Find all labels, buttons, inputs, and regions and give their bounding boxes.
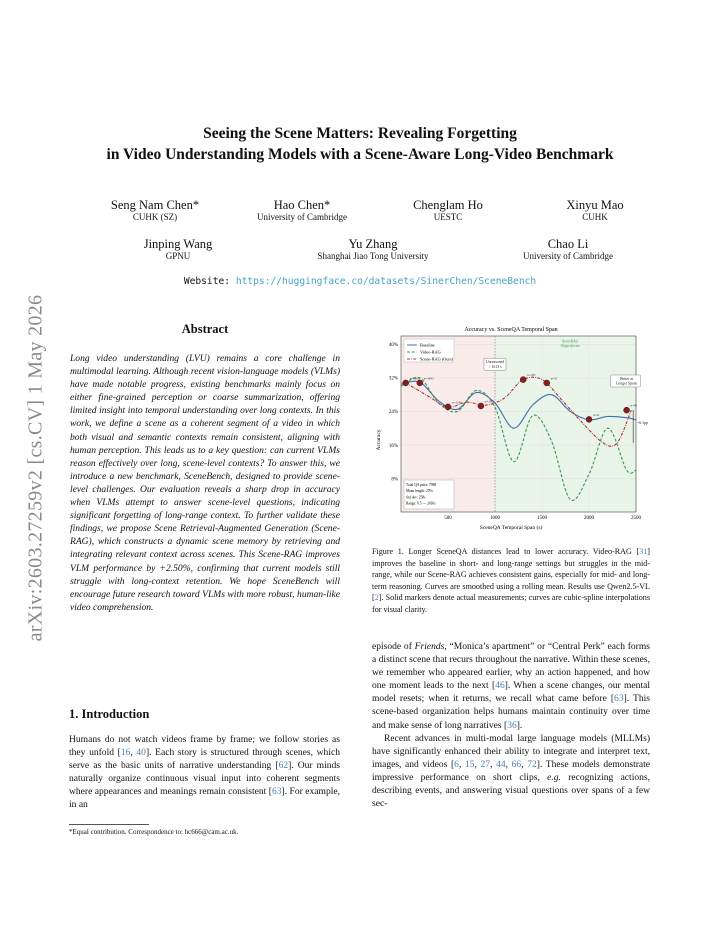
citation-link[interactable]: 66 xyxy=(511,758,522,770)
intro-text: ]. Each story is structured through scenes, which serve as the basic units of narrative understanding [ xyxy=(69,747,340,772)
body-text: , “Monica’s apartment” or “Central Perk” each forms a distinct scene that recurs throughout the narrative. Within these scenes, we remember who appeared earlier, why an action happened, and how one moment leads to the next [ xyxy=(372,641,650,692)
stats-line: Total QA pairs: 7988 xyxy=(406,483,437,487)
chart-annotation: Unreasoned xyxy=(485,360,505,365)
legend-entry: Scene-RAG (Ours) xyxy=(420,356,454,362)
author-name: Hao Chen* xyxy=(273,198,331,212)
scenerag-marker xyxy=(445,404,451,410)
website-link[interactable]: https://huggingface.co/datasets/SinerChen/SceneBench xyxy=(235,276,537,287)
y-tick-label: 24% xyxy=(388,410,398,416)
x-tick-label: 1500 xyxy=(537,516,547,521)
citation-link[interactable]: 15 xyxy=(464,758,475,770)
body-text: ]. When a scene changes, our mental model resets; when it returns, we recall what came before [ xyxy=(372,680,650,705)
body-text-italic: e.g. xyxy=(547,771,561,783)
marker-count-label: n=1185 xyxy=(484,399,495,404)
author-block xyxy=(88,238,268,262)
intro-paragraph xyxy=(69,733,340,812)
chart-title: Accuracy vs. SceneQA Temporal Span xyxy=(464,327,558,333)
scenerag-marker xyxy=(478,403,484,409)
arxiv-identifier-sidebar xyxy=(22,268,50,668)
legend-entry: Baseline xyxy=(420,342,435,348)
intro-text: ]. For example, in an xyxy=(69,786,340,811)
x-tick-label: 1000 xyxy=(490,516,500,521)
marker-count-label: n=3493 xyxy=(423,376,434,381)
abstract-heading: Abstract xyxy=(181,322,229,336)
stats-line: Mean length: 270s xyxy=(406,489,433,494)
citation-link[interactable]: 40 xyxy=(136,747,146,759)
citation-link[interactable]: 63 xyxy=(614,693,624,705)
body-text-italic: Friends xyxy=(414,641,445,652)
author-affiliation: Shanghai Jiao Tong University xyxy=(317,251,429,261)
citation-link[interactable]: 63 xyxy=(271,786,282,798)
x-tick-label: 500 xyxy=(444,516,452,521)
website-line xyxy=(60,276,660,287)
intro-text: , xyxy=(130,747,137,759)
author-name: Seng Nam Chen* xyxy=(110,198,200,212)
chart-annotation: Longer Spans xyxy=(616,381,638,386)
long-span-region xyxy=(495,336,636,512)
citation-link[interactable]: 72 xyxy=(527,758,537,770)
scenerag-marker xyxy=(544,380,550,386)
body-text: Recent advances in multi-modal large language models (MLLMs) have significantly enhanced their ability to integrate and interpret text, images, and videos [ xyxy=(372,732,650,770)
x-axis-label: SceneQA Temporal Span (s) xyxy=(479,525,543,531)
citation-link[interactable]: 44 xyxy=(496,758,506,770)
body-text: ]. This scene-based organization helps humans maintain continuity over time and make sense of long narratives [ xyxy=(372,693,650,731)
y-tick-label: 40% xyxy=(388,343,398,349)
author-name: Yu Zhang xyxy=(348,237,398,251)
y-tick-label: 16% xyxy=(388,443,398,449)
author-affiliation: University of Cambridge xyxy=(257,212,347,222)
marker-count-label: n=52 xyxy=(550,376,558,381)
title-line-2: in Video Understanding Models with a Scene-Aware Long-Video Benchmark xyxy=(106,146,614,163)
chart-annotation: > 1613 s xyxy=(488,364,502,369)
y-axis-label: Accuracy xyxy=(376,429,382,451)
chart-annotation: Outperforms xyxy=(560,343,580,348)
citation-link[interactable]: 46 xyxy=(495,680,505,692)
citation-link[interactable]: 27 xyxy=(480,758,491,770)
citation-link[interactable]: 16 xyxy=(120,747,131,759)
marker-count-label: n=95 xyxy=(630,403,638,408)
author-affiliation: University of Cambridge xyxy=(523,251,613,261)
marker-count-label: n=31 xyxy=(593,412,600,417)
stats-line: Range: 0.5 — 2430s xyxy=(406,501,436,506)
abstract-text: Long video understanding (LVU) remains a core challenge in multimodal learning. Although recent vision-language models (VLMs) have made notable progress, existing benchmarks mainly focus on either fine-grained perception or coarse summarization, offering limited insight into temporal understanding over long contexts. In this work, we define a scene as a coherent segment of a video in which both visual and semantic contexts remain consistent, aligning with human perception. This leads us to a key question: can current VLMs reason effectively over long, scene-level contexts? To answer this, we introduce a new benchmark, SceneBench, designed to provide scene-level challenges. Our evaluation reveals a sharp drop in accuracy when VLMs attempt to answer scene-level questions, indicating significant forgetting of long-range context. To further validate these findings, we propose Scene Retrieval-Augmented Generation (Scene-RAG), which constructs a dynamic scene memory by retrieving and integrating relevant context across scenes. This Scene-RAG improves VLM performance by +2.50%, confirming that current models still struggle with long-context retention. We hope SceneBench will encourage future research toward VLMs with more robust, human-like video comprehension. xyxy=(70,353,340,613)
intro-text: Humans do not watch videos frame by frame; we follow stories as they unfold [ xyxy=(69,734,340,759)
caption-text: ]. Solid markers denote actual measurements; curves are cubic-spline interpolations for visual clarity. xyxy=(372,593,650,614)
author-name: Chenglam Ho xyxy=(413,198,483,212)
paper-title xyxy=(60,123,660,165)
intro-text: ]. Our minds naturally organize continuous visual input into coherent segments where appearances and meanings remain consistent [ xyxy=(69,760,340,798)
caption-text: Figure 1. Longer SceneQA distances lead to lower accuracy. Video-RAG [ xyxy=(372,547,640,556)
scenerag-marker xyxy=(520,377,526,383)
x-tick-label: 2500 xyxy=(631,516,641,521)
author-name: Jinping Wang xyxy=(143,237,213,251)
scenerag-marker xyxy=(624,407,630,413)
scenerag-marker xyxy=(403,380,409,386)
body-text: ]. These models demonstrate impressive performance on short clips, xyxy=(372,758,651,783)
body-paragraph xyxy=(372,640,650,732)
footnote: *Equal contribution. Correspondence to: hc666@cam.ac.uk. xyxy=(69,828,239,836)
arxiv-identifier: arXiv:2603.27259v2 [cs.CV] 1 May 2026 xyxy=(24,294,47,642)
legend-entry: Video-RAG xyxy=(420,349,441,355)
citation-link[interactable]: 36 xyxy=(507,719,517,731)
caption-text: ] improves the baseline in short- and long-range settings but struggles in the mid-range, while our Scene-RAG achieves consistent gains, especially for mid- and long-term reasoning. Curves are smoothed using a rolling mean. Results use Qwen2.5-VL [ xyxy=(372,547,650,602)
author-affiliation: GPNU xyxy=(165,251,191,261)
right-column-text xyxy=(372,640,650,810)
author-affiliation: CUHK (SZ) xyxy=(132,212,178,222)
marker-count-label: n=1149 xyxy=(452,400,462,405)
author-block xyxy=(505,199,685,223)
body-text: recognizing actions, describing events, and answering visual questions over spans of a few sec- xyxy=(372,771,650,810)
author-block xyxy=(478,238,658,262)
citation-link[interactable]: 2 xyxy=(374,593,379,602)
stats-line: Std dev: 258s xyxy=(406,495,426,500)
scenerag-marker xyxy=(586,416,592,422)
chart-annotation: SceneRAG xyxy=(562,339,579,344)
body-paragraph: Recent advances in multi-modal large language models (MLLMs) have significantly enhanced their ability to integrate and interpret text, images, and videos [6, 15, 27, 44, 66, 72]. These models demonstrate impressive performance on short clips, e.g. recognizing actions, describing events, and answering visual questions over spans of a few sec- xyxy=(372,732,651,810)
website-label: Website: xyxy=(183,276,236,287)
figure-caption xyxy=(372,546,650,615)
citation-link[interactable]: 31 xyxy=(639,547,648,556)
intro-heading: 1. Introduction xyxy=(69,707,150,721)
x-tick-label: 2000 xyxy=(584,516,594,521)
author-name: Xinyu Mao xyxy=(566,198,624,212)
author-affiliation: UESTC xyxy=(433,212,463,222)
marker-count-label: n=9969 xyxy=(409,376,420,381)
y-tick-label: 8% xyxy=(391,477,398,483)
accuracy-span-chart xyxy=(370,322,652,532)
citation-link[interactable]: 62 xyxy=(278,760,289,772)
y-tick-label: 32% xyxy=(388,376,398,382)
footnote-rule xyxy=(69,824,149,825)
scenerag-marker xyxy=(417,380,423,386)
title-line-1: Seeing the Scene Matters: Revealing Forgetting xyxy=(203,125,517,142)
chart-annotation: Better at xyxy=(620,377,634,381)
author-block xyxy=(283,238,463,262)
author-affiliation: CUHK xyxy=(582,212,608,222)
citation-link[interactable]: 6 xyxy=(454,758,459,770)
author-name: Chao Li xyxy=(547,237,589,251)
body-text: ]. xyxy=(516,719,523,731)
marker-count-label: n=183 xyxy=(527,373,536,378)
chart-annotation: +6.1pp xyxy=(637,421,648,425)
body-text: episode of xyxy=(372,641,415,652)
